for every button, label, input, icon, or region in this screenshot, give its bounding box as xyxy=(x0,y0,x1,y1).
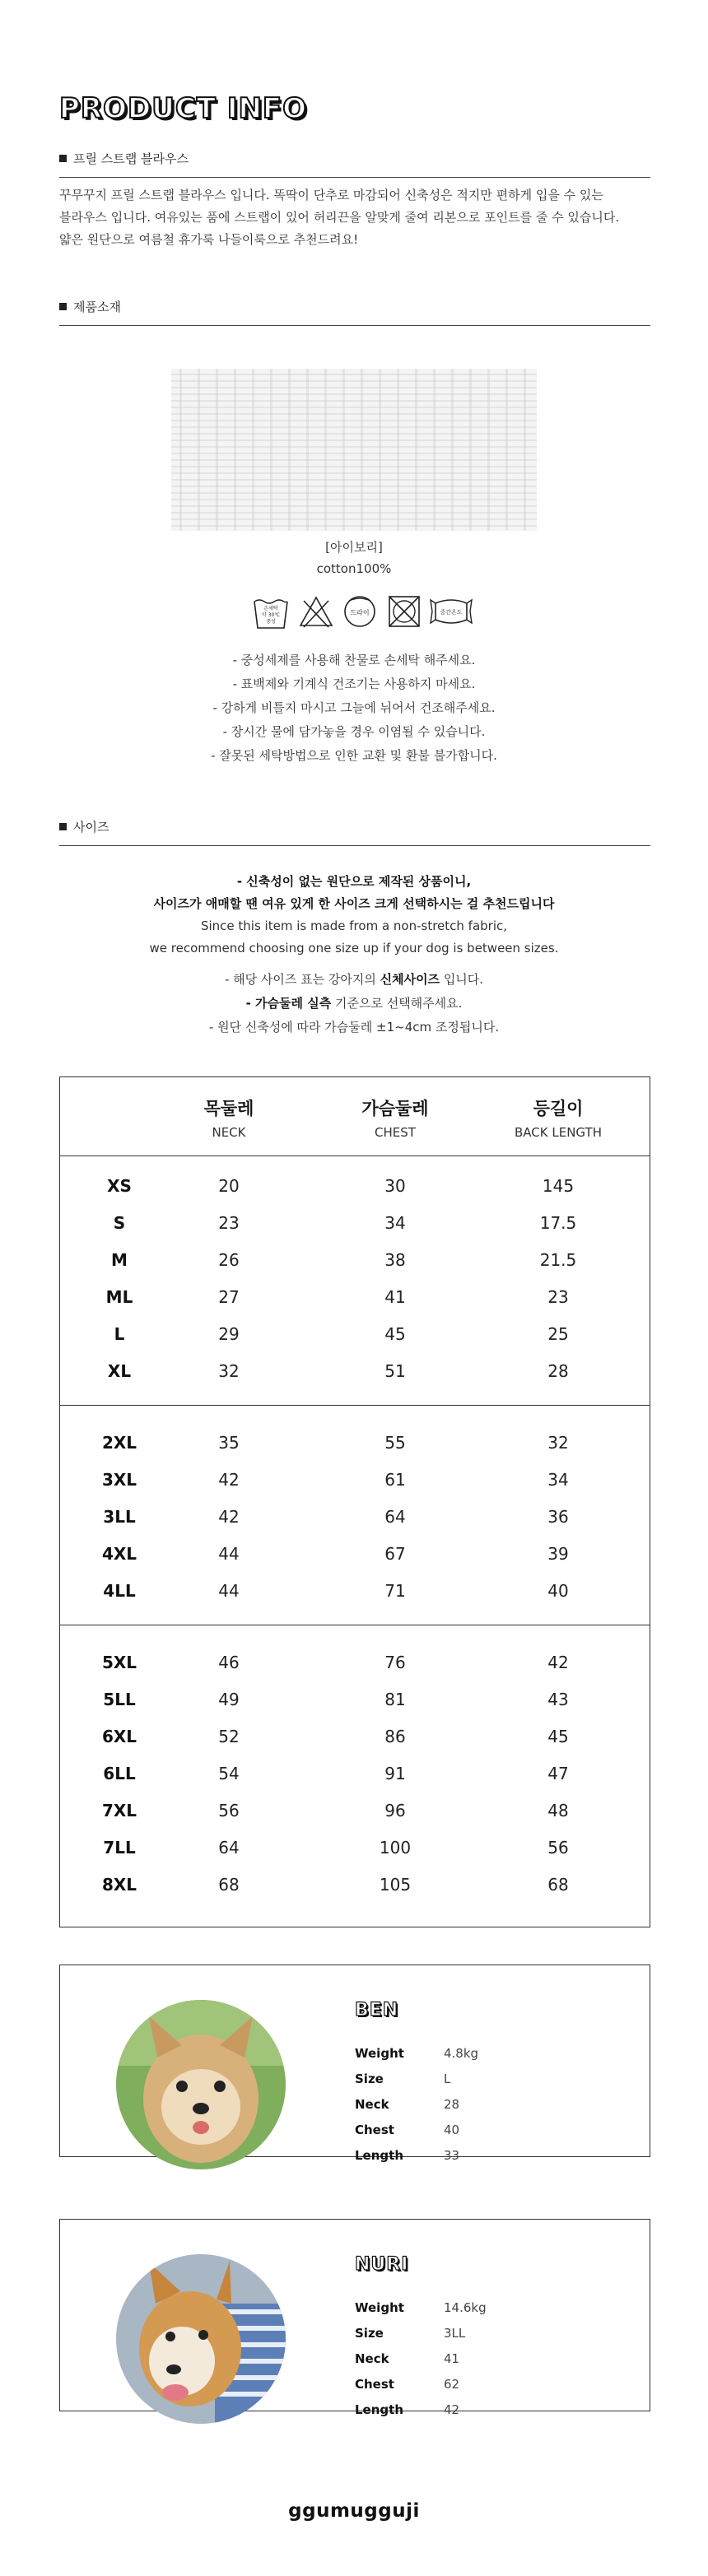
notice-en-line: we recommend choosing one size up if your dog is between sizes. xyxy=(149,941,559,956)
size-label: 7XL xyxy=(101,1801,137,1820)
hand-wash-line-1: 손세탁 xyxy=(263,606,278,611)
size-group-divider xyxy=(60,1405,650,1406)
neck-value: 46 xyxy=(218,1653,240,1672)
back-length-value: 145 xyxy=(542,1176,575,1196)
size-guide xyxy=(0,968,708,1039)
model-name: NURI xyxy=(355,2254,409,2275)
material-section-heading xyxy=(59,298,650,326)
fabric-swatch-image xyxy=(171,369,537,531)
neck-value: 27 xyxy=(218,1287,240,1307)
size-label: 6XL xyxy=(101,1727,137,1746)
ironing-label: 중간온도 xyxy=(440,609,463,616)
size-label: S xyxy=(113,1213,126,1233)
header-back-length: 등길이 BACK LENGTH xyxy=(515,1099,602,1140)
back-length-value: 68 xyxy=(547,1875,569,1895)
product-section-heading xyxy=(59,150,650,178)
neck-value: 29 xyxy=(218,1324,240,1344)
model-card-nuri: NURI Weight 14.6kg Size 3LL Neck 41 Chest 62 Length 42 xyxy=(59,2219,650,2411)
size-notice xyxy=(0,871,708,960)
chest-value: 38 xyxy=(384,1250,406,1270)
page-title: PRODUCT INFO xyxy=(59,92,308,125)
neck-value: 35 xyxy=(218,1433,240,1453)
back-length-value: 28 xyxy=(547,1361,569,1381)
back-length-value: 23 xyxy=(547,1287,569,1307)
chest-value: 34 xyxy=(384,1213,406,1233)
back-length-value: 47 xyxy=(547,1764,569,1783)
model-card-ben: BEN Weight 4.8kg Size L Neck 28 Chest 40 Length 33 xyxy=(59,1965,650,2157)
care-icons-row xyxy=(251,591,473,632)
size-label: 8XL xyxy=(101,1875,137,1895)
notice-en-line: Since this item is made from a non-stretch fabric, xyxy=(200,918,508,933)
chest-value: 67 xyxy=(384,1544,406,1564)
back-length-value: 42 xyxy=(547,1653,569,1672)
ben-dog-photo xyxy=(116,2000,286,2169)
chest-value: 96 xyxy=(384,1801,406,1820)
size-heading-text: 사이즈 xyxy=(73,820,109,835)
neck-value: 44 xyxy=(218,1544,240,1564)
back-length-value: 39 xyxy=(547,1544,569,1564)
size-table xyxy=(59,1076,650,1927)
bullet-square-icon xyxy=(59,155,67,162)
size-label: M xyxy=(111,1250,128,1270)
color-name: [아이보리] xyxy=(325,540,383,555)
chest-value: 51 xyxy=(384,1361,406,1381)
hand-wash-line-2: 약 30℃ xyxy=(261,612,281,618)
ironing-icon xyxy=(429,595,473,628)
description-line: 얇은 원단으로 여름철 휴가룩 나들이룩으로 추천드려요! xyxy=(59,232,359,247)
size-section-heading xyxy=(59,818,650,846)
size-label: XS xyxy=(107,1176,132,1196)
back-length-value: 34 xyxy=(547,1470,569,1490)
bullet-square-icon xyxy=(59,823,67,830)
bullet-square-icon xyxy=(59,303,67,310)
care-notes xyxy=(0,649,708,768)
neck-value: 26 xyxy=(218,1250,240,1270)
chest-value: 30 xyxy=(384,1176,406,1196)
size-label: XL xyxy=(107,1361,132,1381)
neck-value: 52 xyxy=(218,1727,240,1746)
chest-value: 91 xyxy=(384,1764,406,1783)
back-length-value: 40 xyxy=(547,1581,569,1601)
size-label: 5LL xyxy=(103,1690,136,1709)
neck-value: 42 xyxy=(218,1507,240,1527)
chest-value: 61 xyxy=(384,1470,406,1490)
back-length-value: 43 xyxy=(547,1690,569,1709)
product-heading-text: 프릴 스트랩 블라우스 xyxy=(73,151,189,166)
chest-value: 41 xyxy=(384,1287,406,1307)
back-length-value: 36 xyxy=(547,1507,569,1527)
chest-value: 100 xyxy=(379,1838,412,1858)
care-note: - 장시간 물에 담가놓을 경우 이염될 수 있습니다. xyxy=(222,724,486,739)
nuri-dog-photo xyxy=(116,2254,286,2424)
guide-line-1: - 해당 사이즈 표는 강아지의 신체사이즈 입니다. xyxy=(224,972,484,987)
neck-value: 32 xyxy=(218,1361,240,1381)
size-label: 7LL xyxy=(103,1838,136,1858)
notice-ko-line: - 신축성이 없는 원단으로 제작된 상품이니, xyxy=(236,874,472,889)
size-label: L xyxy=(114,1324,125,1344)
size-table-header xyxy=(60,1077,650,1156)
description-line: 블라우스 입니다. 여유있는 품에 스트랩이 있어 허리끈을 알맞게 줄여 리본으로 포인트를 줄 수 있습니다. xyxy=(59,210,620,225)
care-note: - 잘못된 세탁방법으로 인한 교환 및 환불 불가합니다. xyxy=(211,748,497,763)
brand-logo: ggumugguji xyxy=(288,2500,420,2522)
chest-value: 81 xyxy=(384,1690,406,1709)
size-label: 6LL xyxy=(103,1764,136,1783)
back-length-value: 32 xyxy=(547,1433,569,1453)
size-label: ML xyxy=(105,1287,133,1307)
size-label: 5XL xyxy=(101,1653,137,1672)
no-tumble-dry-icon xyxy=(385,593,423,630)
hand-wash-line-3: 중성 xyxy=(266,619,276,625)
back-length-value: 45 xyxy=(547,1727,569,1746)
size-label: 3LL xyxy=(103,1507,136,1527)
header-chest: 가슴둘레 CHEST xyxy=(361,1099,429,1140)
neck-value: 49 xyxy=(218,1690,240,1709)
dry-clean-label: 드라이 xyxy=(350,609,370,616)
material-heading-text: 제품소재 xyxy=(73,300,121,314)
no-bleach-icon xyxy=(297,593,335,630)
size-label: 2XL xyxy=(101,1433,137,1453)
size-label: 4LL xyxy=(103,1581,136,1601)
care-note: - 강하게 비틀지 마시고 그늘에 뉘어서 건조해주세요. xyxy=(212,700,496,715)
back-length-value: 25 xyxy=(547,1324,569,1344)
notice-ko-line: 사이즈가 애매할 땐 여유 있게 한 사이즈 크게 선택하시는 걸 추천드립니다 xyxy=(153,896,555,911)
neck-value: 42 xyxy=(218,1470,240,1490)
size-label: 3XL xyxy=(101,1470,137,1490)
care-note: - 표백제와 기계식 건조기는 사용하지 마세요. xyxy=(232,677,476,691)
model-name: BEN xyxy=(355,2000,399,2020)
header-neck: 목둘레 NECK xyxy=(203,1099,254,1140)
size-label: 4XL xyxy=(101,1544,137,1564)
description-line: 꾸무꾸지 프릴 스트랩 블라우스 입니다. 똑딱이 단추로 마감되어 신축성은 적지만 편하게 입을 수 있는 xyxy=(59,188,603,202)
neck-value: 44 xyxy=(218,1581,240,1601)
back-length-value: 48 xyxy=(547,1801,569,1820)
chest-value: 45 xyxy=(384,1324,406,1344)
dry-clean-icon xyxy=(341,593,379,630)
back-length-value: 17.5 xyxy=(539,1213,577,1233)
guide-line-2: - 가슴둘레 실측 기준으로 선택해주세요. xyxy=(245,996,463,1011)
back-length-value: 56 xyxy=(547,1838,569,1858)
hand-wash-icon xyxy=(251,592,291,631)
neck-value: 68 xyxy=(218,1875,240,1895)
product-description xyxy=(59,184,652,251)
neck-value: 56 xyxy=(218,1801,240,1820)
chest-value: 105 xyxy=(379,1875,412,1895)
chest-value: 71 xyxy=(384,1581,406,1601)
neck-value: 23 xyxy=(218,1213,240,1233)
neck-value: 54 xyxy=(218,1764,240,1783)
neck-value: 64 xyxy=(218,1838,240,1858)
chest-value: 64 xyxy=(384,1507,406,1527)
neck-value: 20 xyxy=(218,1176,240,1196)
care-note: - 중성세제를 사용해 찬물로 손세탁 해주세요. xyxy=(232,653,476,667)
guide-line-3: - 원단 신축성에 따라 가슴둘레 ±1~4cm 조정됩니다. xyxy=(208,1020,500,1035)
back-length-value: 21.5 xyxy=(539,1250,577,1270)
chest-value: 76 xyxy=(384,1653,406,1672)
composition: cotton100% xyxy=(316,561,392,576)
chest-value: 55 xyxy=(384,1433,406,1453)
chest-value: 86 xyxy=(384,1727,406,1746)
